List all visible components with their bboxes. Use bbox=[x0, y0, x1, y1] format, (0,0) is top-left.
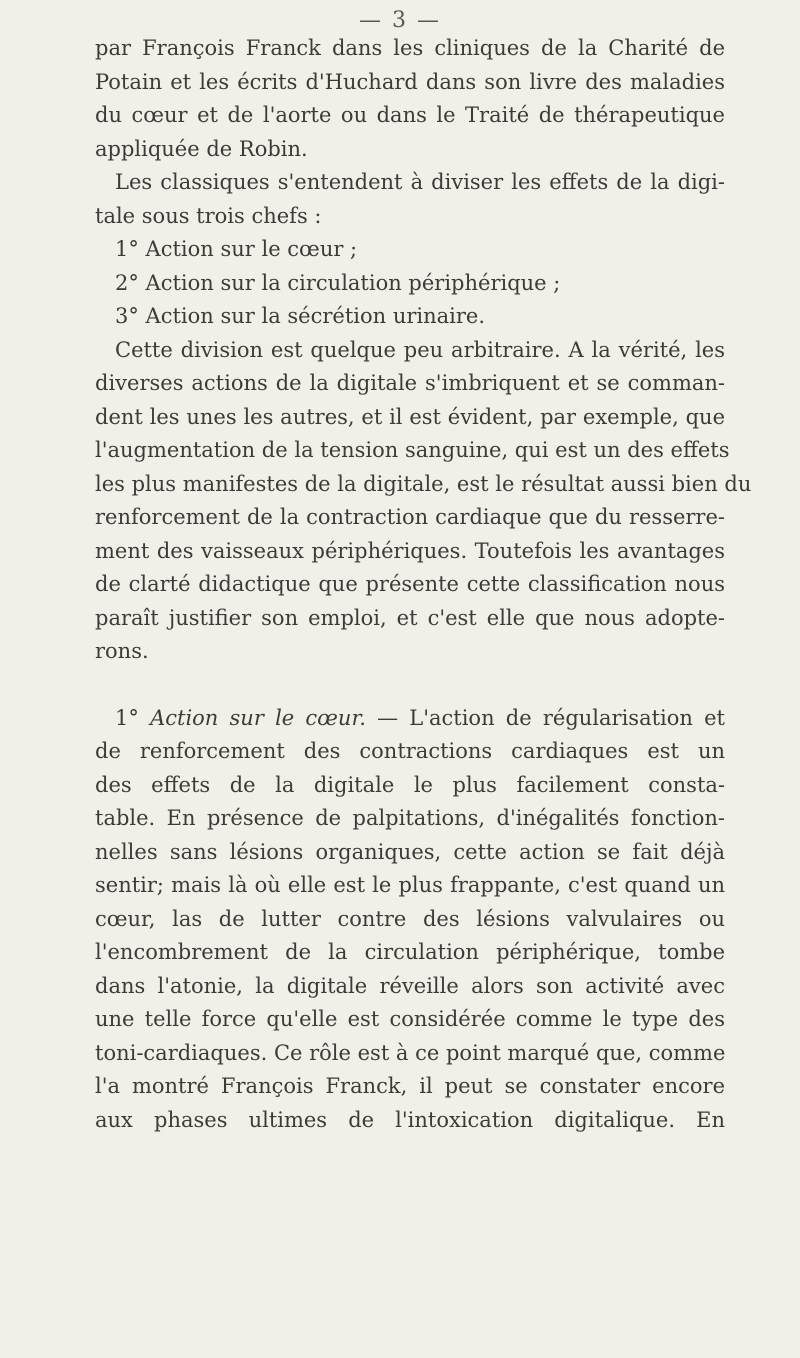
text-line: toni-cardiaques. Ce rôle est à ce point marqué que, comme bbox=[95, 1040, 726, 1065]
text-line: Potain et les écrits d'Huchard dans son livre des maladies bbox=[95, 69, 725, 94]
body-text bbox=[95, 32, 752, 1137]
text-line: l'a montré François Franck, il peut se constater encore bbox=[95, 1074, 725, 1098]
section-number: 1° bbox=[115, 705, 139, 730]
text-line: dans l'atonie, la digitale réveille alors son activité avec bbox=[95, 973, 725, 998]
text-line: dent les unes les autres, et il est évident, par exemple, que bbox=[95, 404, 725, 429]
text-line: des effets de la digitale le plus facilement consta- bbox=[95, 772, 725, 797]
list-item: 1° Action sur le cœur ; bbox=[115, 237, 358, 261]
text-line: appliquée de Robin. bbox=[95, 136, 308, 161]
list-item: 2° Action sur la circulation périphérique ; bbox=[115, 270, 561, 295]
list-item: 3° Action sur la sécrétion urinaire. bbox=[115, 304, 486, 328]
text-line: renforcement de la contraction cardiaque que du resserre- bbox=[95, 505, 725, 529]
text-line: du cœur et de l'aorte ou dans le Traité de thérapeutique bbox=[95, 103, 725, 127]
section-gap bbox=[95, 669, 725, 702]
text-line: une telle force qu'elle est considérée comme le type des bbox=[95, 1007, 725, 1031]
text-line: sentir; mais là où elle est le plus frappante, c'est quand un bbox=[95, 873, 725, 897]
text-line: de clarté didactique que présente cette classification nous bbox=[95, 572, 725, 596]
text-line: Cette division est quelque peu arbitraire. A la vérité, les bbox=[115, 337, 725, 362]
section-heading-line bbox=[95, 702, 725, 736]
page-number: — 3 — bbox=[359, 8, 441, 33]
section-first-line-text: — L'action de régularisation et bbox=[377, 705, 725, 730]
text-line: ment des vaisseaux périphériques. Toutefois les avantages bbox=[95, 538, 725, 563]
text-line: l'augmentation de la tension sanguine, qui est un des effets bbox=[95, 438, 730, 462]
text-line: Les classiques s'entendent à diviser les effets de la digi- bbox=[115, 170, 725, 194]
text-line: table. En présence de palpitations, d'inégalités fonction- bbox=[95, 806, 725, 830]
text-line: paraît justifier son emploi, et c'est elle que nous adopte- bbox=[95, 605, 725, 630]
text-line: par François Franck dans les cliniques de la Charité de bbox=[95, 36, 725, 60]
text-line: tale sous trois chefs : bbox=[95, 203, 322, 228]
text-line: diverses actions de la digitale s'imbriquent et se comman- bbox=[95, 371, 725, 395]
section-title: Action sur le cœur. bbox=[150, 705, 366, 730]
text-line: les plus manifestes de la digitale, est le résultat aussi bien du bbox=[95, 471, 752, 496]
text-line: nelles sans lésions organiques, cette action se fait déjà bbox=[95, 839, 725, 864]
text-line: de renforcement des contractions cardiaques est un bbox=[95, 739, 725, 763]
text-line: cœur, las de lutter contre des lésions valvulaires ou bbox=[95, 906, 725, 931]
text-line: l'encombrement de la circulation périphérique, tombe bbox=[95, 940, 725, 964]
text-line: aux phases ultimes de l'intoxication digitalique. En bbox=[95, 1107, 725, 1132]
text-line: rons. bbox=[95, 639, 149, 663]
